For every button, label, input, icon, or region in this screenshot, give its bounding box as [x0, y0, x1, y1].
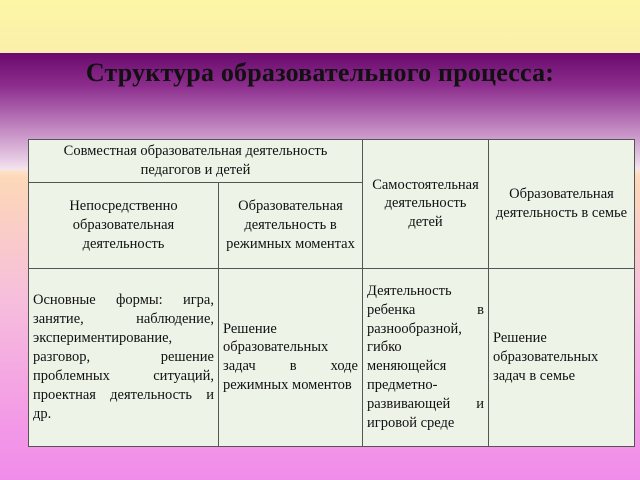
header-direct-educational-activity: Непосредственно образовательная деятельность [29, 182, 219, 268]
page-title: Структура образовательного процесса: [85, 58, 555, 87]
header-joint-activity: Совместная образовательная деятельность педагогов и детей [29, 140, 363, 183]
header-independent-activity: Самостоятельная деятельность детей [363, 140, 489, 269]
header-regime-moments-activity: Образовательная деятельность в режимных моментах [219, 182, 363, 268]
structure-table [28, 139, 635, 447]
cell-family-tasks: Решение образовательных задач в семье [489, 268, 635, 446]
cell-main-forms: Основные формы: игра, занятие, наблюдение, экспериментирование, разговор, решение проблемных ситуаций, проектная деятельность и др. [29, 268, 219, 446]
cell-regime-tasks: Решение образовательных задач в ходе режимных моментов [219, 268, 363, 446]
cell-child-activity: Деятельность ребенка в разнообразной, гибко меняющейся предметно-развивающей и игровой среде [363, 268, 489, 446]
header-family-activity: Образовательная деятельность в семье [489, 140, 635, 269]
